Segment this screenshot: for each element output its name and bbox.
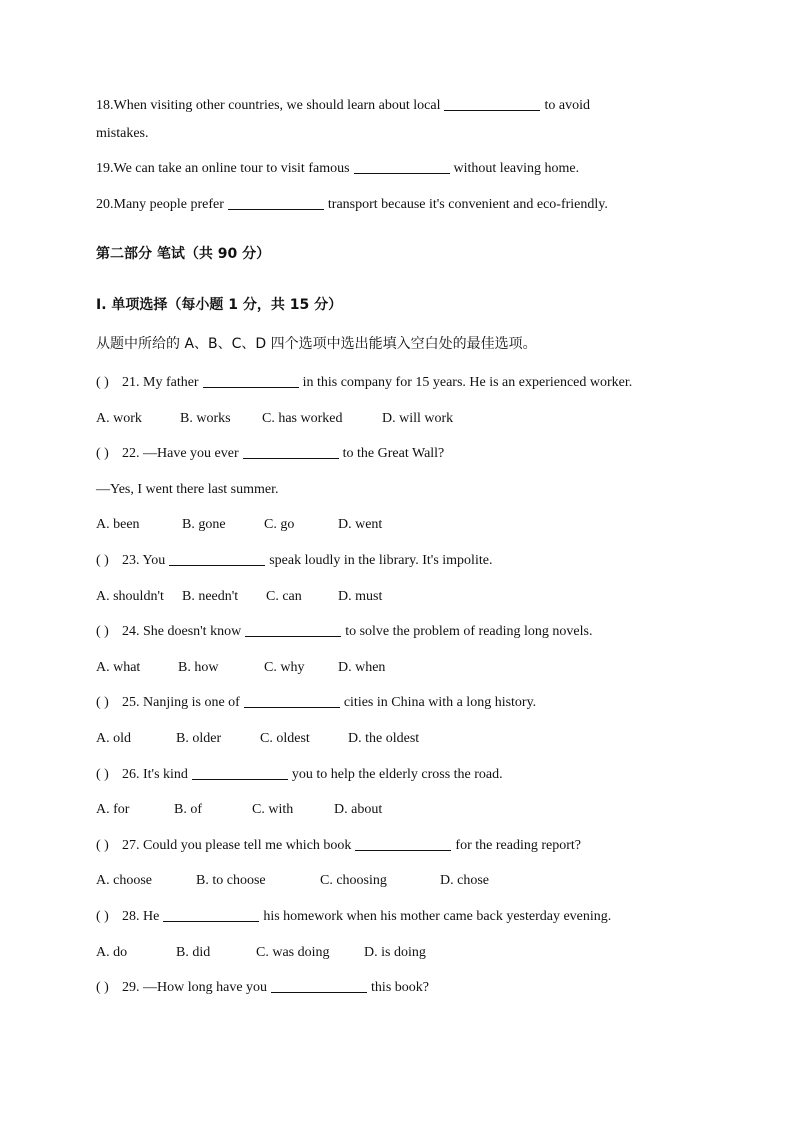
option-d[interactable]: D. went [338, 517, 383, 532]
question-text: 20.Many people prefer [96, 197, 224, 212]
question-text: 25. Nanjing is one of [122, 695, 240, 710]
answer-blank[interactable] [244, 693, 340, 708]
options-22 [96, 515, 382, 535]
question-20 [96, 195, 608, 215]
question-18 [96, 96, 590, 116]
options-24 [96, 658, 385, 678]
option-b[interactable]: B. needn't [182, 589, 239, 604]
option-c[interactable]: C. choosing [320, 873, 387, 888]
option-c[interactable]: C. was doing [256, 945, 330, 960]
answer-paren[interactable]: ( ) [96, 553, 109, 568]
question-text: to avoid [544, 98, 590, 113]
option-d[interactable]: D. chose [440, 873, 489, 888]
answer-blank[interactable] [203, 373, 299, 388]
option-c[interactable]: C. can [266, 589, 302, 604]
option-a[interactable]: A. choose [96, 873, 152, 888]
option-a[interactable]: A. what [96, 660, 141, 675]
options-26 [96, 800, 382, 820]
question-text: 29. —How long have you [122, 980, 268, 995]
option-b[interactable]: B. how [178, 660, 219, 675]
option-b[interactable]: B. did [176, 945, 211, 960]
option-a[interactable]: A. old [96, 731, 131, 746]
section-subtitle: I. 单项选择（每小题 1 分，共 15 分） [96, 297, 343, 313]
option-a[interactable]: A. been [96, 517, 140, 532]
answer-blank[interactable] [245, 622, 341, 637]
question-text: cities in China with a long history. [343, 695, 537, 710]
question-text: 21. My father [122, 375, 199, 390]
option-d[interactable]: D. will work [382, 411, 454, 426]
option-b[interactable]: B. gone [182, 517, 226, 532]
question-text: speak loudly in the library. It's impolite. [269, 553, 493, 568]
answer-blank[interactable] [444, 96, 540, 111]
option-d[interactable]: D. when [338, 660, 386, 675]
option-c[interactable]: C. why [264, 660, 305, 675]
answer-blank[interactable] [271, 978, 367, 993]
option-c[interactable]: C. with [252, 802, 294, 817]
question-text: 18.When visiting other countries, we should learn about local [96, 98, 441, 113]
answer-paren[interactable]: ( ) [96, 980, 109, 995]
answer-paren[interactable]: ( ) [96, 624, 109, 639]
option-d[interactable]: D. about [334, 802, 383, 817]
option-b[interactable]: B. of [174, 802, 202, 817]
answer-blank[interactable] [169, 551, 265, 566]
question-28 [96, 907, 611, 927]
option-a[interactable]: A. do [96, 945, 128, 960]
options-28 [96, 943, 426, 963]
option-b[interactable]: B. older [176, 731, 222, 746]
option-d[interactable]: D. must [338, 589, 383, 604]
answer-blank[interactable] [228, 195, 324, 210]
option-a[interactable]: A. shouldn't [96, 589, 164, 604]
options-21 [96, 409, 453, 429]
question-27 [96, 836, 581, 856]
question-text: you to help the elderly cross the road. [291, 767, 503, 782]
question-text: without leaving home. [453, 161, 580, 176]
question-29 [96, 978, 429, 998]
question-22 [96, 444, 444, 464]
question-text: 26. It's kind [122, 767, 188, 782]
question-text: for the reading report? [455, 838, 581, 853]
question-text: to the Great Wall? [342, 446, 445, 461]
question-text: transport because it's convenient and eco-friendly. [327, 197, 608, 212]
answer-blank[interactable] [192, 765, 288, 780]
question-text: to solve the problem of reading long novels. [345, 624, 593, 639]
options-23 [96, 587, 382, 607]
question-text: 24. She doesn't know [122, 624, 242, 639]
options-25 [96, 729, 419, 749]
question-18-continued [96, 124, 149, 144]
question-text: his homework when his mother came back yesterday evening. [263, 909, 612, 924]
option-c[interactable]: C. has worked [262, 411, 343, 426]
option-a[interactable]: A. for [96, 802, 130, 817]
question-text: mistakes. [96, 126, 149, 141]
question-text: 27. Could you please tell me which book [122, 838, 352, 853]
question-24 [96, 622, 592, 642]
option-b[interactable]: B. to choose [196, 873, 266, 888]
section-title: 第二部分 笔试（共 90 分） [96, 246, 271, 262]
question-19 [96, 159, 579, 179]
option-d[interactable]: D. the oldest [348, 731, 420, 746]
options-27 [96, 871, 489, 891]
instructions: 从题中所给的 A、B、C、D 四个选项中选出能填入空白处的最佳选项。 [96, 336, 537, 352]
answer-paren[interactable]: ( ) [96, 375, 109, 390]
question-23 [96, 551, 492, 571]
answer-paren[interactable]: ( ) [96, 909, 109, 924]
question-25 [96, 693, 536, 713]
option-a[interactable]: A. work [96, 411, 142, 426]
answer-blank[interactable] [355, 836, 451, 851]
question-text: 19.We can take an online tour to visit famous [96, 161, 350, 176]
option-b[interactable]: B. works [180, 411, 231, 426]
answer-paren[interactable]: ( ) [96, 767, 109, 782]
answer-blank[interactable] [163, 907, 259, 922]
option-c[interactable]: C. go [264, 517, 295, 532]
answer-blank[interactable] [243, 444, 339, 459]
question-text: 28. He [122, 909, 160, 924]
question-22-response: —Yes, I went there last summer. [96, 482, 279, 497]
question-21 [96, 373, 632, 393]
answer-blank[interactable] [354, 159, 450, 174]
question-text: in this company for 15 years. He is an experienced worker. [302, 375, 633, 390]
question-text: 22. —Have you ever [122, 446, 239, 461]
answer-paren[interactable]: ( ) [96, 446, 109, 461]
question-text: this book? [371, 980, 429, 995]
question-26 [96, 765, 503, 785]
answer-paren[interactable]: ( ) [96, 838, 109, 853]
question-text: 23. You [122, 553, 166, 568]
option-c[interactable]: C. oldest [260, 731, 310, 746]
option-d[interactable]: D. is doing [364, 945, 426, 960]
answer-paren[interactable]: ( ) [96, 695, 109, 710]
